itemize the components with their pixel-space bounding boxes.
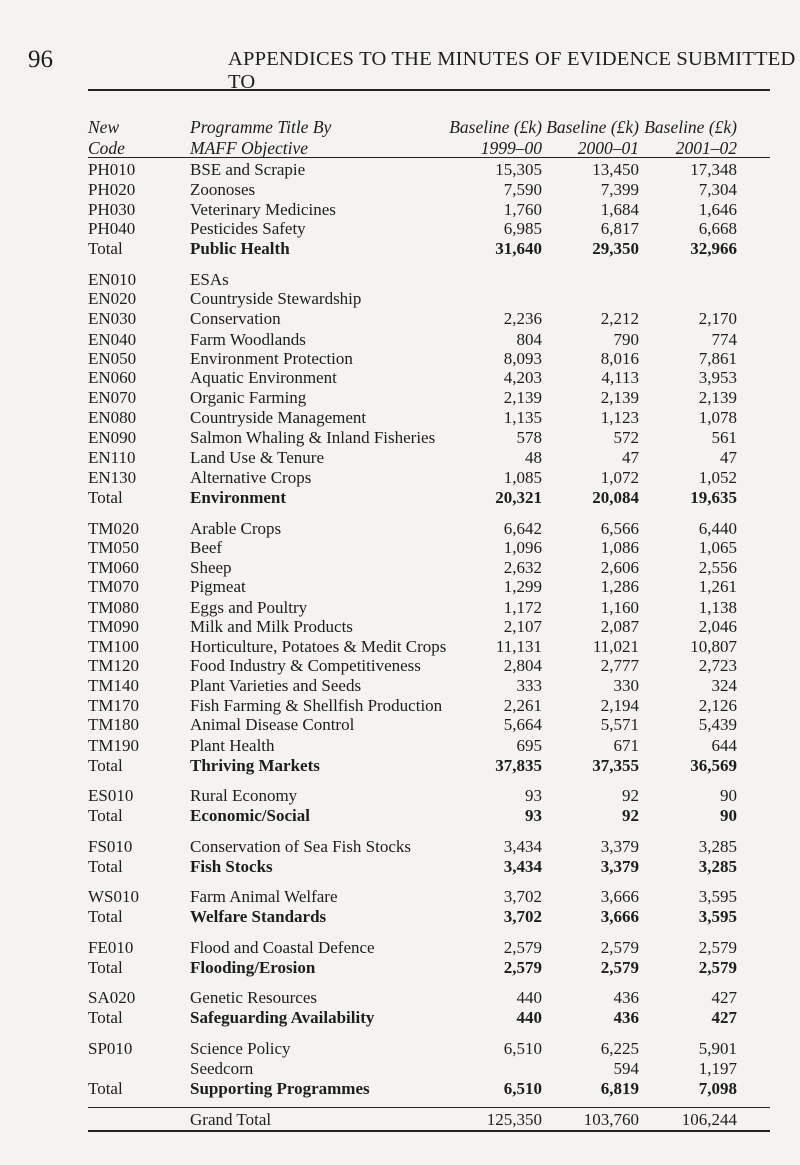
row-baseline-2001: 6,668: [698, 219, 737, 238]
row-code: TM170: [88, 696, 139, 715]
row-baseline-2000: 790: [613, 330, 639, 349]
row-baseline-2000: 2,777: [600, 656, 639, 675]
row-baseline-2001: 2,139: [698, 388, 737, 407]
row-baseline-2000: 2,139: [600, 388, 639, 407]
table-row: [0, 1008, 800, 1028]
row-baseline-2001: 1,197: [698, 1059, 737, 1078]
row-baseline-2000: 47: [622, 448, 639, 467]
row-baseline-1999: 2,579: [503, 938, 542, 957]
row-code: TM050: [88, 538, 139, 557]
header-baseline-2000-line1: Baseline (£k): [546, 117, 639, 137]
row-baseline-2000: 6,566: [600, 519, 639, 538]
row-baseline-2001: 3,953: [698, 368, 737, 387]
row-baseline-2001: 2,046: [698, 617, 737, 636]
row-code: EN130: [88, 468, 137, 487]
row-title: Public Health: [190, 239, 290, 258]
table-row: [0, 368, 800, 388]
page-header: [0, 46, 800, 93]
row-baseline-2001: 3,285: [698, 857, 737, 876]
table-row: [0, 519, 800, 539]
row-title: Alternative Crops: [190, 468, 312, 487]
row-title: Milk and Milk Products: [190, 617, 353, 636]
row-baseline-1999: 3,702: [503, 887, 542, 906]
row-title: Grand Total: [190, 1110, 272, 1129]
row-baseline-1999: 3,434: [503, 857, 542, 876]
row-baseline-2000: 7,399: [600, 180, 639, 199]
row-title: Supporting Programmes: [190, 1079, 370, 1098]
row-baseline-2001: 774: [711, 330, 737, 349]
row-title: Salmon Whaling & Inland Fisheries: [190, 428, 436, 447]
row-baseline-1999: 1,096: [503, 538, 542, 557]
row-baseline-2001: 427: [711, 988, 737, 1007]
row-baseline-1999: 6,510: [503, 1039, 542, 1058]
row-baseline-1999: 440: [516, 1008, 542, 1027]
table-row: [0, 887, 800, 907]
row-title: Pesticides Safety: [190, 219, 306, 238]
row-title: Animal Disease Control: [190, 715, 355, 734]
row-code: TM020: [88, 519, 139, 538]
table-row: [0, 806, 800, 826]
row-code: TM090: [88, 617, 139, 636]
row-code: PH040: [88, 219, 136, 238]
row-title: Fish Stocks: [190, 857, 273, 876]
header-code-line2: Code: [88, 138, 125, 158]
row-title: Thriving Markets: [190, 756, 320, 775]
row-code: SA020: [88, 988, 136, 1007]
row-baseline-2000: 436: [613, 1008, 639, 1027]
row-code: Total: [88, 1079, 123, 1098]
row-title: Beef: [190, 538, 223, 557]
row-baseline-2000: 2,087: [600, 617, 639, 636]
table-row: [0, 857, 800, 877]
row-baseline-2001: 7,098: [698, 1079, 737, 1098]
row-code: FE010: [88, 938, 134, 957]
row-code: TM140: [88, 676, 139, 695]
row-baseline-1999: 6,510: [503, 1079, 542, 1098]
row-code: ES010: [88, 786, 134, 805]
row-baseline-1999: 125,350: [486, 1110, 542, 1129]
row-baseline-2000: 3,379: [600, 837, 639, 856]
row-title: Farm Woodlands: [190, 330, 306, 349]
row-code: EN040: [88, 330, 137, 349]
row-baseline-2001: 17,348: [690, 160, 737, 179]
table-row: [0, 598, 800, 618]
row-baseline-2001: 2,723: [698, 656, 737, 675]
row-code: EN090: [88, 428, 137, 447]
row-baseline-2000: 6,817: [600, 219, 639, 238]
table-row: [0, 448, 800, 468]
row-code: Total: [88, 907, 123, 926]
row-baseline-2001: 47: [720, 448, 737, 467]
row-baseline-2000: 594: [613, 1059, 639, 1078]
table-row: [0, 408, 800, 428]
row-baseline-1999: 4,203: [503, 368, 542, 387]
table-row: [0, 239, 800, 259]
row-baseline-2001: 5,439: [698, 715, 737, 734]
row-baseline-1999: 1,135: [503, 408, 542, 427]
table-row: [0, 160, 800, 180]
row-title: Safeguarding Availability: [190, 1008, 375, 1027]
row-code: PH030: [88, 200, 136, 219]
row-title: Eggs and Poultry: [190, 598, 308, 617]
header-baseline-1999-line1: Baseline (£k): [449, 117, 542, 137]
header-title-line1: Programme Title By: [190, 117, 332, 137]
row-code: FS010: [88, 837, 133, 856]
table-row: [0, 468, 800, 488]
row-baseline-2001: 1,646: [698, 200, 737, 219]
row-code: TM120: [88, 656, 139, 675]
row-baseline-1999: 1,299: [503, 577, 542, 596]
row-title: ESAs: [190, 270, 229, 289]
table-row: [0, 428, 800, 448]
row-title: Veterinary Medicines: [190, 200, 336, 219]
row-code: TM100: [88, 637, 139, 656]
row-baseline-1999: 6,985: [503, 219, 542, 238]
table-row: [0, 1039, 800, 1059]
row-title: Arable Crops: [190, 519, 282, 538]
row-baseline-2000: 1,072: [600, 468, 639, 487]
row-baseline-2000: 572: [613, 428, 639, 447]
row-baseline-2000: 436: [613, 988, 639, 1007]
row-title: Flood and Coastal Defence: [190, 938, 375, 957]
row-baseline-2000: 37,355: [592, 756, 639, 775]
row-title: Science Policy: [190, 1039, 291, 1058]
row-baseline-1999: 2,261: [503, 696, 542, 715]
table-row: [0, 488, 800, 508]
row-baseline-2001: 5,901: [698, 1039, 737, 1058]
table-row: [0, 309, 800, 329]
table-row: [0, 696, 800, 716]
row-baseline-1999: 11,131: [495, 637, 542, 656]
table-row: [0, 577, 800, 597]
row-baseline-2000: 8,016: [600, 349, 639, 368]
row-baseline-2001: 324: [711, 676, 737, 695]
row-baseline-2000: 1,286: [600, 577, 639, 596]
row-baseline-2000: 2,579: [600, 938, 639, 957]
row-baseline-2001: 7,861: [698, 349, 737, 368]
row-baseline-1999: 2,236: [503, 309, 542, 328]
table-row: [0, 270, 800, 290]
row-baseline-2001: 2,126: [698, 696, 737, 715]
row-baseline-1999: 1,172: [503, 598, 542, 617]
row-code: TM070: [88, 577, 139, 596]
table-row: [0, 637, 800, 657]
row-baseline-2000: 3,379: [600, 857, 639, 876]
table-row: [0, 558, 800, 578]
row-baseline-1999: 2,632: [503, 558, 542, 577]
row-baseline-2001: 1,138: [698, 598, 737, 617]
row-title: Conservation: [190, 309, 281, 328]
row-baseline-1999: 8,093: [503, 349, 542, 368]
row-code: TM180: [88, 715, 139, 734]
row-baseline-1999: 333: [516, 676, 542, 695]
row-title: Pigmeat: [190, 577, 246, 596]
row-baseline-1999: 804: [516, 330, 542, 349]
row-baseline-1999: 31,640: [495, 239, 542, 258]
row-baseline-2000: 6,225: [600, 1039, 639, 1058]
bottom-rule: [88, 1130, 770, 1132]
row-code: Total: [88, 239, 123, 258]
table-row: [0, 756, 800, 776]
table-row: [0, 219, 800, 239]
row-code: Total: [88, 488, 123, 507]
row-code: EN070: [88, 388, 137, 407]
row-baseline-1999: 7,590: [503, 180, 542, 199]
row-baseline-2000: 103,760: [583, 1110, 639, 1129]
row-baseline-1999: 440: [516, 988, 542, 1007]
table-row: [0, 200, 800, 220]
row-title: Countryside Stewardship: [190, 289, 362, 308]
header-baseline-2000-line2: 2000–01: [577, 138, 639, 158]
row-baseline-2000: 1,684: [600, 200, 639, 219]
row-baseline-1999: 1,760: [503, 200, 542, 219]
row-baseline-2001: 1,065: [698, 538, 737, 557]
table-row: [0, 1079, 800, 1099]
row-baseline-2000: 5,571: [600, 715, 639, 734]
row-baseline-2000: 13,450: [592, 160, 639, 179]
row-baseline-2000: 6,819: [600, 1079, 639, 1098]
row-baseline-2001: 2,579: [698, 958, 737, 977]
table-row: [0, 289, 800, 309]
table-row: [0, 676, 800, 696]
row-title: Countryside Management: [190, 408, 367, 427]
row-code: EN030: [88, 309, 137, 328]
row-baseline-1999: 93: [525, 786, 542, 805]
row-title: Zoonoses: [190, 180, 256, 199]
row-baseline-2000: 1,160: [600, 598, 639, 617]
row-title: Fish Farming & Shellfish Production: [190, 696, 443, 715]
header-baseline-1999-line2: 1999–00: [480, 138, 542, 158]
row-baseline-2000: 1,123: [600, 408, 639, 427]
row-code: WS010: [88, 887, 139, 906]
row-title: Food Industry & Competitiveness: [190, 656, 421, 675]
table-row: [0, 330, 800, 350]
table-row: [0, 736, 800, 756]
row-code: Total: [88, 756, 123, 775]
table-row: [0, 349, 800, 369]
row-code: Total: [88, 857, 123, 876]
row-baseline-1999: 48: [525, 448, 542, 467]
row-title: Plant Varieties and Seeds: [190, 676, 362, 695]
header-baseline-2001-line1: Baseline (£k): [644, 117, 737, 137]
table-row: [0, 656, 800, 676]
row-baseline-2000: 3,666: [600, 887, 639, 906]
row-baseline-1999: 1,085: [503, 468, 542, 487]
row-title: Plant Health: [190, 736, 275, 755]
row-baseline-2001: 3,595: [698, 887, 737, 906]
row-baseline-2001: 90: [720, 806, 737, 825]
row-title: Environment: [190, 488, 287, 507]
row-baseline-1999: 37,835: [495, 756, 542, 775]
row-code: TM080: [88, 598, 139, 617]
row-baseline-2001: 1,052: [698, 468, 737, 487]
table-row: [0, 388, 800, 408]
row-baseline-2001: 10,807: [690, 637, 737, 656]
page-number: 96: [28, 46, 53, 73]
row-baseline-2000: 11,021: [592, 637, 639, 656]
row-code: TM060: [88, 558, 139, 577]
row-baseline-2000: 92: [622, 806, 639, 825]
row-title: BSE and Scrapie: [190, 160, 306, 179]
table-row: [0, 786, 800, 806]
row-baseline-2001: 561: [711, 428, 737, 447]
row-baseline-2001: 2,579: [698, 938, 737, 957]
grand-total-top-rule: [88, 1107, 770, 1108]
header-rule: [88, 157, 770, 158]
header-code-line1: New: [88, 117, 120, 137]
row-title: Horticulture, Potatoes & Medit Crops: [190, 637, 447, 656]
header-baseline-2001-line2: 2001–02: [675, 138, 737, 158]
row-baseline-1999: 3,434: [503, 837, 542, 856]
row-baseline-2000: 4,113: [601, 368, 639, 387]
row-title: Seedcorn: [190, 1059, 254, 1078]
row-code: EN080: [88, 408, 137, 427]
row-code: SP010: [88, 1039, 133, 1058]
row-baseline-2000: 92: [622, 786, 639, 805]
row-title: Land Use & Tenure: [190, 448, 324, 467]
running-title: APPENDICES TO THE MINUTES OF EVIDENCE SUBMITTED TO: [228, 48, 796, 93]
row-title: Genetic Resources: [190, 988, 317, 1007]
row-baseline-2001: 6,440: [698, 519, 737, 538]
row-title: Farm Animal Welfare: [190, 887, 338, 906]
table-row: [0, 715, 800, 735]
row-title: Sheep: [190, 558, 232, 577]
row-baseline-2001: 90: [720, 786, 737, 805]
header-title-line2: MAFF Objective: [190, 138, 309, 158]
table-row: [0, 617, 800, 637]
row-baseline-2000: 2,212: [600, 309, 639, 328]
row-code: EN050: [88, 349, 137, 368]
row-baseline-2001: 3,285: [698, 837, 737, 856]
row-title: Rural Economy: [190, 786, 298, 805]
row-baseline-1999: 578: [516, 428, 542, 447]
row-baseline-2000: 20,084: [592, 488, 639, 507]
row-baseline-1999: 695: [516, 736, 542, 755]
row-baseline-2001: 3,595: [698, 907, 737, 926]
row-title: Conservation of Sea Fish Stocks: [190, 837, 411, 856]
row-baseline-1999: 2,107: [503, 617, 542, 636]
row-code: Total: [88, 806, 123, 825]
row-baseline-1999: 2,579: [503, 958, 542, 977]
row-baseline-2000: 1,086: [600, 538, 639, 557]
row-code: EN110: [88, 448, 136, 467]
row-baseline-1999: 20,321: [495, 488, 542, 507]
row-baseline-1999: 5,664: [503, 715, 542, 734]
row-code: EN010: [88, 270, 137, 289]
row-baseline-2001: 2,170: [698, 309, 737, 328]
row-baseline-1999: 6,642: [503, 519, 542, 538]
row-code: Total: [88, 1008, 123, 1027]
row-baseline-2001: 19,635: [690, 488, 737, 507]
row-baseline-2001: 36,569: [690, 756, 737, 775]
row-baseline-1999: 3,702: [503, 907, 542, 926]
table-row: [0, 938, 800, 958]
row-title: Economic/Social: [190, 806, 310, 825]
row-baseline-1999: 93: [525, 806, 542, 825]
row-baseline-2001: 2,556: [698, 558, 737, 577]
top-rule: [88, 89, 770, 91]
row-baseline-2001: 427: [711, 1008, 737, 1027]
table-row: [0, 180, 800, 200]
row-code: EN060: [88, 368, 137, 387]
row-baseline-2001: 7,304: [698, 180, 737, 199]
row-baseline-2001: 32,966: [690, 239, 737, 258]
row-title: Organic Farming: [190, 388, 307, 407]
row-baseline-2000: 2,579: [600, 958, 639, 977]
row-code: Total: [88, 958, 123, 977]
row-code: PH020: [88, 180, 136, 199]
row-title: Environment Protection: [190, 349, 353, 368]
row-code: TM190: [88, 736, 139, 755]
table-row: [0, 1059, 800, 1079]
row-baseline-2001: 1,261: [698, 577, 737, 596]
row-baseline-1999: 2,139: [503, 388, 542, 407]
row-title: Aquatic Environment: [190, 368, 337, 387]
row-baseline-2000: 671: [613, 736, 639, 755]
row-baseline-2000: 330: [613, 676, 639, 695]
row-title: Welfare Standards: [190, 907, 327, 926]
table-row: [0, 1110, 800, 1130]
row-baseline-2000: 2,606: [600, 558, 639, 577]
row-baseline-2000: 3,666: [600, 907, 639, 926]
row-baseline-2001: 106,244: [681, 1110, 737, 1129]
row-baseline-1999: 2,804: [503, 656, 542, 675]
row-code: EN020: [88, 289, 137, 308]
row-baseline-1999: 15,305: [495, 160, 542, 179]
table-row: [0, 538, 800, 558]
row-baseline-2001: 644: [711, 736, 737, 755]
row-baseline-2000: 2,194: [600, 696, 639, 715]
table-row: [0, 958, 800, 978]
row-code: PH010: [88, 160, 136, 179]
table-row: [0, 907, 800, 927]
row-title: Flooding/Erosion: [190, 958, 316, 977]
table-row: [0, 988, 800, 1008]
row-baseline-2001: 1,078: [698, 408, 737, 427]
row-baseline-2000: 29,350: [592, 239, 639, 258]
table-row: [0, 837, 800, 857]
